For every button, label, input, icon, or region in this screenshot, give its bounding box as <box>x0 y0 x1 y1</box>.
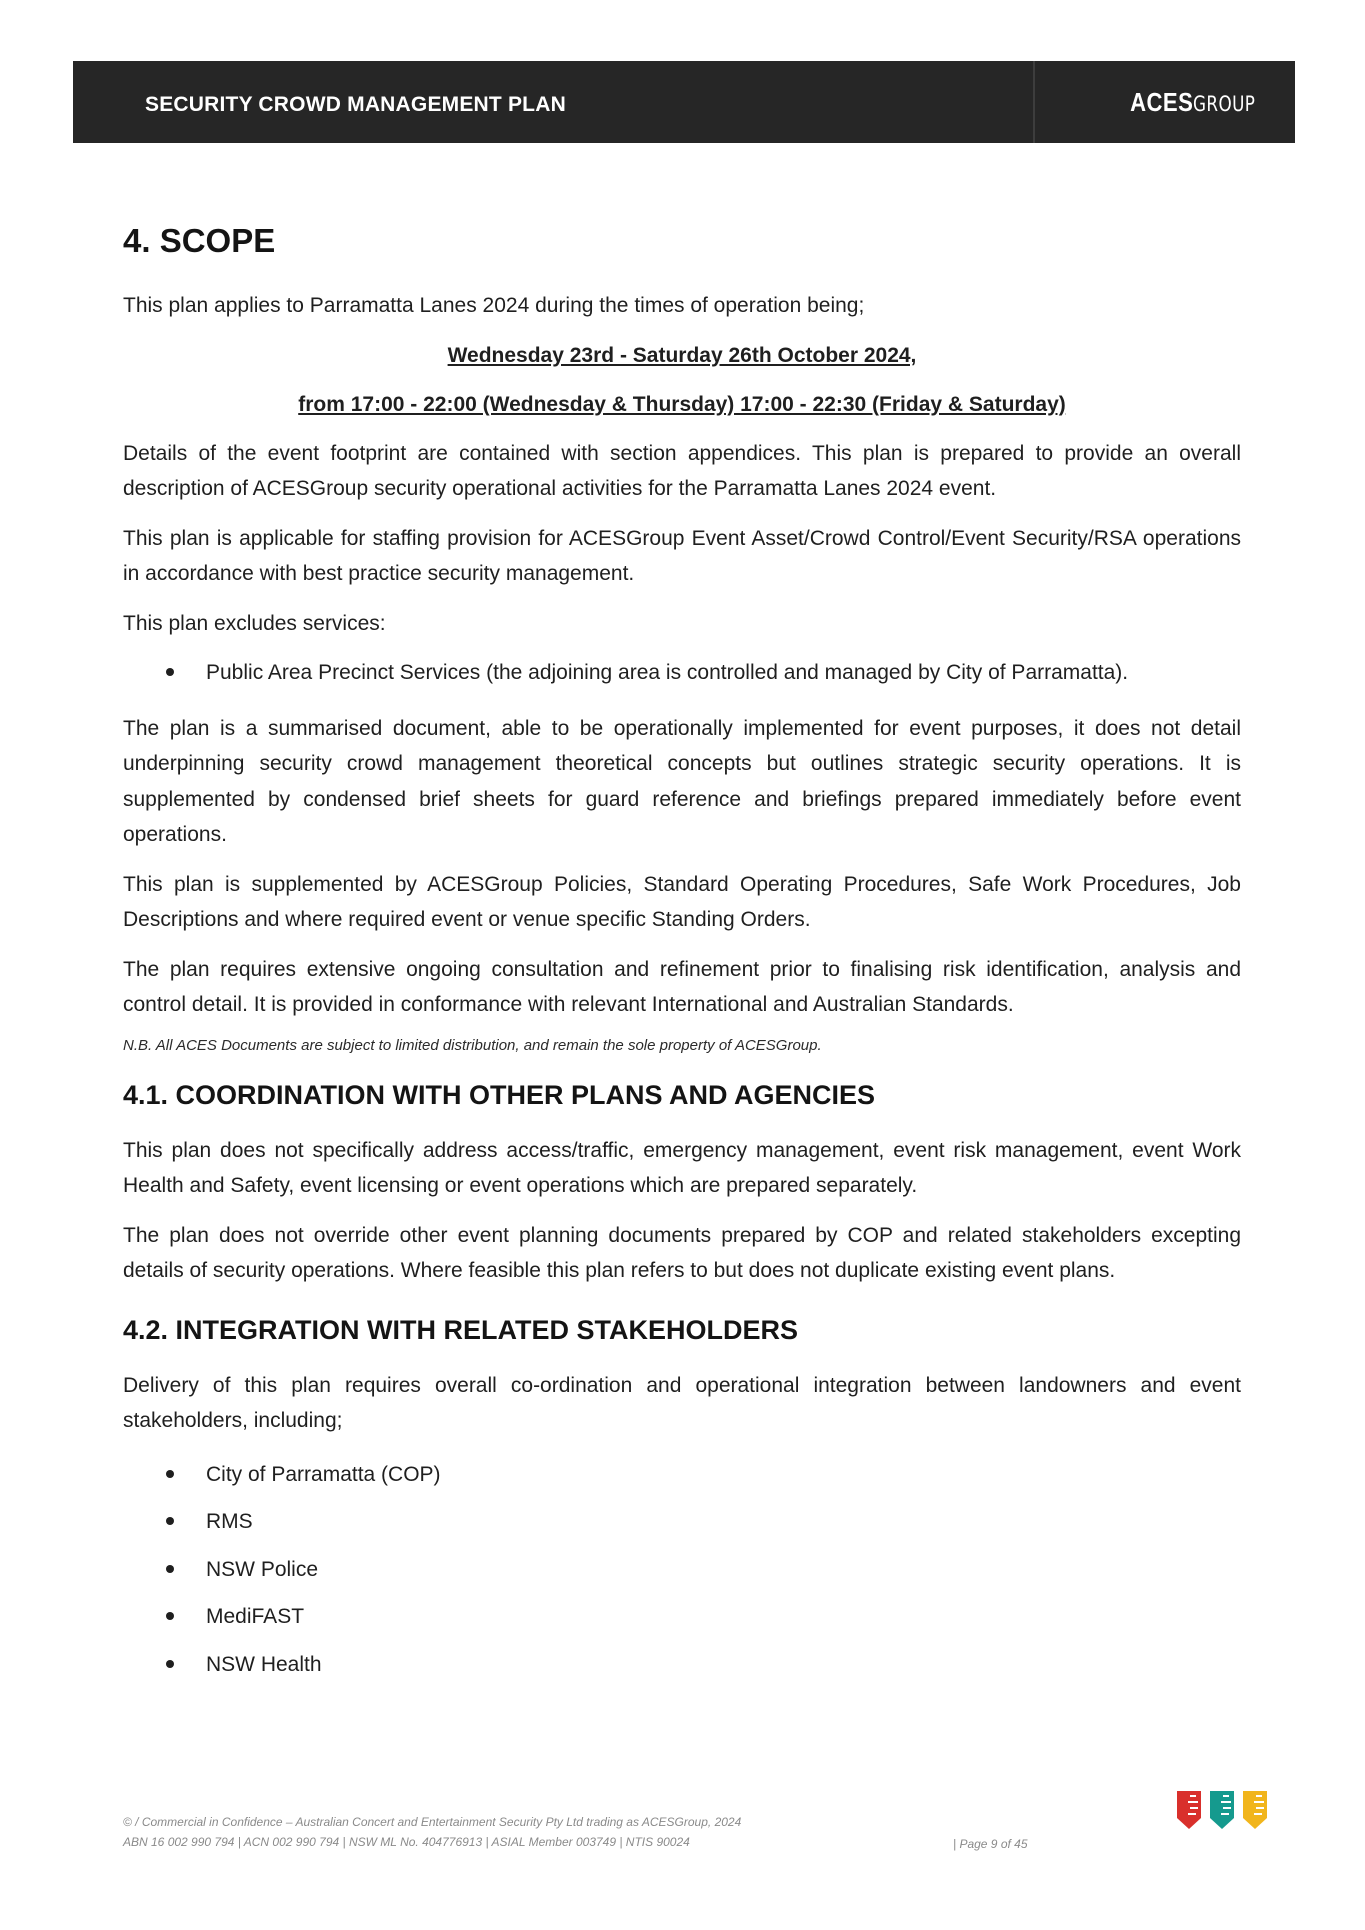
section-4-1-heading: 4.1. COORDINATION WITH OTHER PLANS AND AGENCIES <box>123 1079 876 1110</box>
section-4-2-heading: 4.2. INTEGRATION WITH RELATED STAKEHOLDERS <box>123 1314 799 1345</box>
event-dates: Wednesday 23rd - Saturday 26th October 2024, <box>447 343 917 367</box>
document-title: SECURITY CROWD MANAGEMENT PLAN <box>145 93 566 116</box>
header-divider <box>1033 61 1035 143</box>
scope-paragraph-3: This plan excludes services: <box>123 611 386 635</box>
list-item: NSW Police <box>123 1552 1241 1588</box>
aces-group-logo <box>1119 87 1271 118</box>
footer-copyright: © / Commercial in Confidence – Australian Concert and Entertainment Security Pty Ltd trading as ACESGroup, 2024 <box>123 1815 742 1829</box>
integration-paragraph: Delivery of this plan requires overall co-ordination and operational integration between landowners and event stakeholders, including; <box>123 1373 1241 1432</box>
certification-logos <box>1175 1790 1269 1838</box>
scope-paragraph-6: The plan requires extensive ongoing consultation and refinement prior to finalising risk identification, analysis and control detail. It is provided in conformance with relevant International and Australian Standards. <box>123 957 1241 1016</box>
bullet-icon <box>166 668 174 676</box>
exclusions-list <box>123 655 1241 691</box>
scope-paragraph-2: This plan is applicable for staffing provision for ACESGroup Event Asset/Crowd Control/Event Security/RSA operations in accordance with best practice security management. <box>123 526 1241 585</box>
list-item: RMS <box>123 1504 1241 1540</box>
nb-note: N.B. All ACES Documents are subject to limited distribution, and remain the sole property of ACESGroup. <box>123 1036 822 1054</box>
ohs-cert-icon <box>1241 1790 1269 1838</box>
bullet-icon <box>166 1565 174 1573</box>
logo-main-text: ACES <box>1129 87 1194 117</box>
list-item: NSW Health <box>123 1647 1241 1683</box>
stakeholders-list <box>123 1457 1241 1683</box>
page-footer <box>123 1815 1123 1849</box>
footer-registration: ABN 16 002 990 794 | ACN 002 990 794 | NSW ML No. 404776913 | ASIAL Member 003749 | NTIS 90024 <box>123 1835 690 1849</box>
bullet-icon <box>166 1470 174 1478</box>
logo-sub-text: GROUP <box>1193 92 1256 116</box>
page-header <box>73 61 1295 143</box>
environment-cert-icon <box>1208 1790 1236 1838</box>
coordination-paragraph-1: This plan does not specifically address access/traffic, emergency management, event risk management, event Work Health and Safety, event licensing or event operations which are prepared separately. <box>123 1138 1241 1197</box>
quality-cert-icon <box>1175 1790 1203 1838</box>
scope-paragraph-4: The plan is a summarised document, able to be operationally implemented for event purposes, it does not detail underpinning security crowd management theoretical concepts but outlines strategic security operations. It is supplemented by condensed brief sheets for guard reference and briefings prepared immediately before event operations. <box>123 716 1241 846</box>
event-times: from 17:00 - 22:00 (Wednesday & Thursday) 17:00 - 22:30 (Friday & Saturday) <box>298 392 1066 416</box>
list-item: City of Parramatta (COP) <box>123 1457 1241 1493</box>
scope-paragraph-5: This plan is supplemented by ACESGroup Policies, Standard Operating Procedures, Safe Work Procedures, Job Descriptions and where required event or venue specific Standing Orders. <box>123 872 1241 931</box>
bullet-icon <box>166 1517 174 1525</box>
list-item: Public Area Precinct Services (the adjoining area is controlled and managed by City of Parramatta). <box>123 655 1241 691</box>
scope-intro: This plan applies to Parramatta Lanes 2024 during the times of operation being; <box>123 294 865 317</box>
bullet-icon <box>166 1660 174 1668</box>
page-number: | Page 9 of 45 <box>953 1837 1028 1851</box>
bullet-icon <box>166 1612 174 1620</box>
list-item: MediFAST <box>123 1599 1241 1635</box>
coordination-paragraph-2: The plan does not override other event planning documents prepared by COP and related stakeholders excepting details of security operations. Where feasible this plan refers to but does not duplicate existing event plans. <box>123 1223 1241 1282</box>
scope-paragraph-1: Details of the event footprint are contained with section appendices. This plan is prepared to provide an overall description of ACESGroup security operational activities for the Parramatta Lanes 2024 event. <box>123 441 1241 500</box>
page-content <box>123 222 1241 1702</box>
section-4-heading: 4. SCOPE <box>123 222 276 259</box>
